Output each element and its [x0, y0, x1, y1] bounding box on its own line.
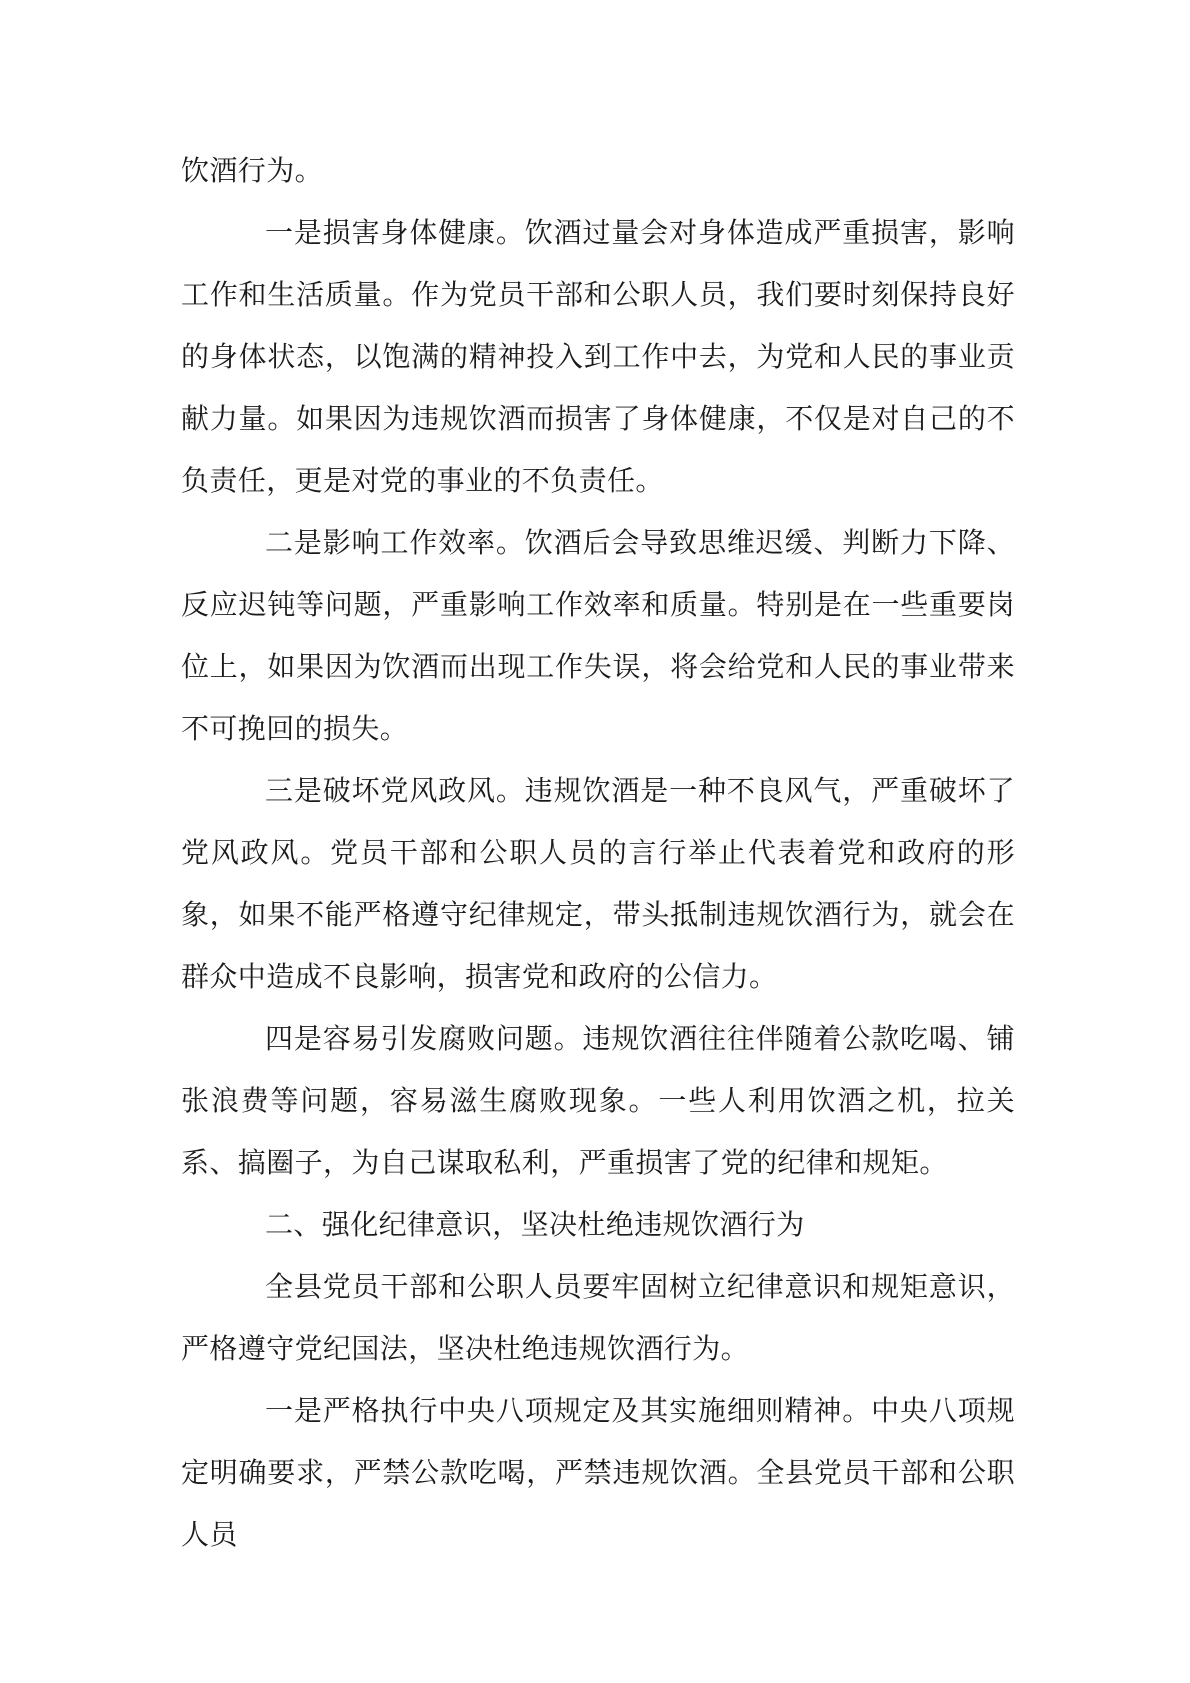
paragraph-continuation: 饮酒行为。: [181, 154, 324, 187]
paragraph-corruption: 四是容易引发腐败问题。违规饮酒往往伴随着公款吃喝、铺张浪费等问题，容易滋生腐败现象。一些人利用饮酒之机，拉关系、搞圈子，为自己谋取私利，严重损害了党的纪律和规矩。: [181, 1022, 1015, 1179]
paragraph-work-efficiency: 二是影响工作效率。饮酒后会导致思维迟缓、判断力下降、反应迟钝等问题，严重影响工作效率和质量。特别是在一些重要岗位上，如果因为饮酒而出现工作失误，将会给党和人民的事业带来不可挽回的损失。: [181, 526, 1015, 745]
section-heading: 二、强化纪律意识，坚决杜绝违规饮酒行为: [265, 1208, 805, 1241]
paragraph-eight-rules: 一是严格执行中央八项规定及其实施细则精神。中央八项规定明确要求，严禁公款吃喝，严禁违规饮酒。全县党员干部和公职人员: [181, 1394, 1015, 1551]
paragraph-discipline-awareness: 全县党员干部和公职人员要牢固树立纪律意识和规矩意识，严格遵守党纪国法，坚决杜绝违规饮酒行为。: [181, 1270, 1015, 1365]
paragraph-party-style: 三是破坏党风政风。违规饮酒是一种不良风气，严重破坏了党风政风。党员干部和公职人员的言行举止代表着党和政府的形象，如果不能严格遵守纪律规定，带头抵制违规饮酒行为，就会在群众中造成不良影响，损害党和政府的公信力。: [181, 774, 1015, 993]
document-body: [181, 140, 1015, 1566]
paragraph-health-harm: 一是损害身体健康。饮酒过量会对身体造成严重损害，影响工作和生活质量。作为党员干部和公职人员，我们要时刻保持良好的身体状态，以饱满的精神投入到工作中去，为党和人民的事业贡献力量。如果因为违规饮酒而损害了身体健康，不仅是对自己的不负责任，更是对党的事业的不负责任。: [181, 216, 1015, 497]
